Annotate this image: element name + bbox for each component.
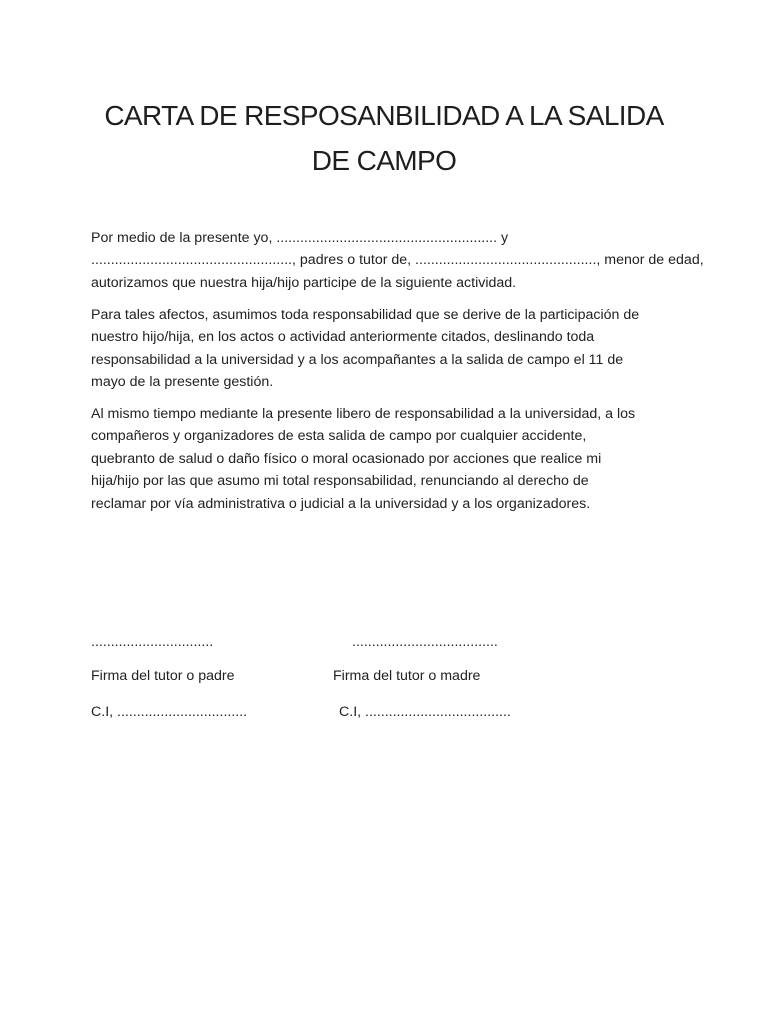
paragraph-line: Por medio de la presente yo, ........................................................ y — [91, 230, 509, 246]
paragraph-line: responsabilidad a la universidad y a los acompañantes a la salida de campo el 11 de — [91, 351, 624, 368]
paragraph-authorization — [91, 227, 704, 294]
signature-line-father: ............................... — [91, 634, 214, 650]
signature-label-mother: Firma del tutor o madre — [333, 668, 481, 684]
paragraph-release — [91, 403, 691, 515]
paragraph-line: Para tales afectos, asumimos toda responsabilidad que se derive de la participación de — [91, 307, 640, 323]
paragraph-responsibility — [91, 304, 691, 394]
document-title — [60, 93, 708, 183]
signature-label-father: Firma del tutor o padre — [91, 668, 235, 684]
id-field-mother: C.I, ..................................... — [339, 704, 511, 720]
paragraph-line: reclamar por vía administrativa o judicial a la universidad y a los organizadores. — [91, 495, 591, 512]
title-line-1: CARTA DE RESPOSANBILIDAD A LA SALIDA — [104, 100, 664, 131]
paragraph-line: Al mismo tiempo mediante la presente libero de responsabilidad a la universidad, a los — [91, 406, 636, 422]
paragraph-line: hija/hijo por las que asumo mi total responsabilidad, renunciando al derecho de — [91, 473, 589, 490]
id-field-father: C.I, ................................. — [91, 704, 248, 720]
paragraph-line: nuestro hijo/hija, en los actos o actividad anteriormente citados, deslinando toda — [91, 329, 595, 346]
signature-line-mother: ..................................... — [352, 634, 498, 650]
paragraph-line: mayo de la presente gestión. — [91, 374, 274, 391]
paragraph-line: autorizamos que nuestra hija/hijo participe de la siguiente actividad. — [91, 274, 517, 291]
paragraph-line: quebranto de salud o daño físico o moral ocasionado por acciones que realice mi — [91, 450, 602, 467]
paragraph-line: compañeros y organizadores de esta salida de campo por cualquier accidente, — [91, 428, 587, 445]
title-line-2: DE CAMPO — [311, 145, 457, 176]
paragraph-line: ..................................................., padres o tutor de, .............................................., menor de edad, — [91, 252, 704, 269]
